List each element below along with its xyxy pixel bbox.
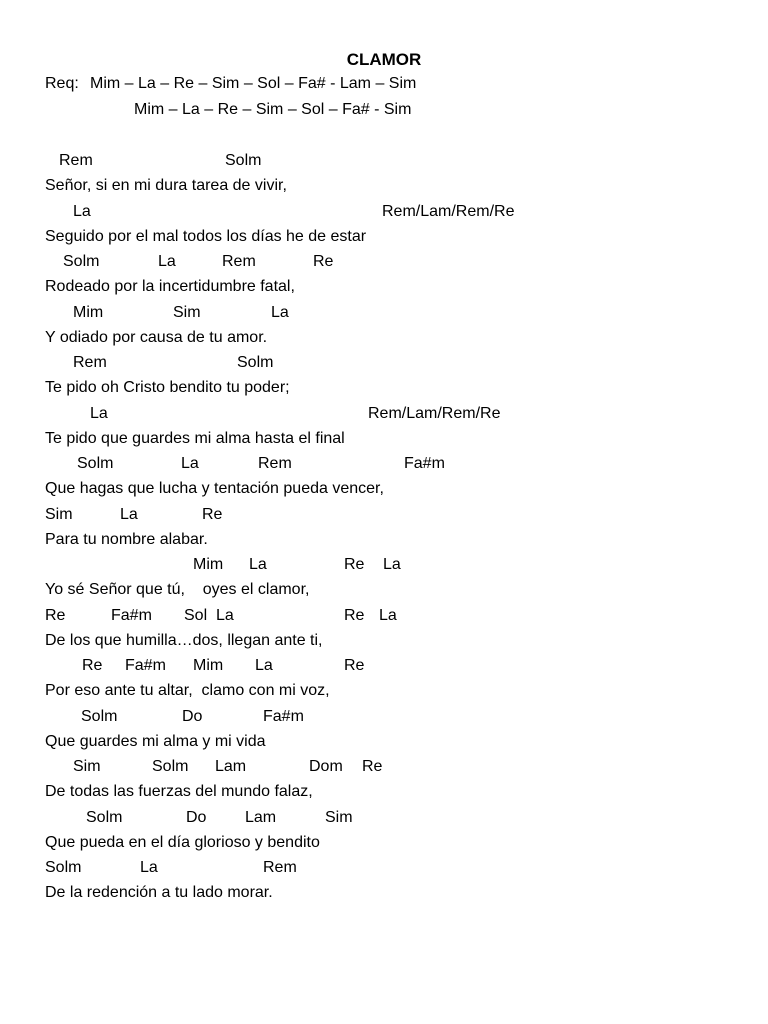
chord: La xyxy=(90,404,108,422)
chord: La xyxy=(271,303,289,321)
chord: Solm xyxy=(45,859,82,876)
chord: Solm xyxy=(77,455,114,472)
chord: Re xyxy=(344,556,365,573)
chord: La xyxy=(120,505,138,523)
chord: Re xyxy=(82,657,103,674)
chord: Sim xyxy=(45,505,73,523)
chord: Fa#m xyxy=(111,606,152,624)
chord: Re xyxy=(344,657,365,674)
chord: Re xyxy=(202,505,223,523)
chord: La xyxy=(379,606,397,624)
chord: Sim xyxy=(325,808,353,826)
lyric-line: Que hagas que lucha y tentación pueda vencer, xyxy=(45,480,384,497)
chord: Rem xyxy=(222,253,256,270)
chord: Mim xyxy=(73,303,104,321)
song-title: CLAMOR xyxy=(346,50,422,69)
chord: Rem xyxy=(258,455,292,472)
chord: Solm xyxy=(63,253,100,270)
chord: Solm xyxy=(86,808,123,826)
chord: Rem/Lam/Rem/Re xyxy=(368,404,501,422)
chord: La xyxy=(140,859,158,876)
chord: Fa#m xyxy=(404,455,445,472)
chord: La xyxy=(158,253,176,270)
chord: Solm xyxy=(152,758,189,775)
chord: La xyxy=(249,556,267,573)
lyric-line: Y odiado por causa de tu amor. xyxy=(45,328,268,346)
lyric-line: Yo sé Señor que tú, oyes el clamor, xyxy=(45,581,310,598)
chord: Re xyxy=(344,606,365,624)
chord: Solm xyxy=(237,354,274,371)
lyric-line: Por eso ante tu altar, clamo con mi voz, xyxy=(45,682,330,699)
lyric-line: Te pido que guardes mi alma hasta el final xyxy=(45,429,345,447)
chord: Re xyxy=(313,253,334,270)
lyric-line: De la redención a tu lado morar. xyxy=(45,884,273,901)
chord: Solm xyxy=(225,152,262,169)
chord: La xyxy=(216,606,234,624)
req-progression-1: Mim – La – Re – Sim – Sol – Fa# - Lam – Sim xyxy=(90,75,417,92)
chord: Re xyxy=(362,758,383,775)
chord: Sim xyxy=(173,303,201,321)
chord: Lam xyxy=(215,758,247,775)
chord: Rem xyxy=(59,152,93,169)
chord: Mim xyxy=(193,556,224,573)
chord: Solm xyxy=(81,707,118,725)
lyric-line: Que guardes mi alma y mi vida xyxy=(45,732,266,750)
chord: La xyxy=(383,556,401,573)
chord: Dom xyxy=(309,758,343,775)
chord: Fa#m xyxy=(263,707,304,725)
chord: Re xyxy=(45,606,66,624)
chord: Do xyxy=(186,808,207,826)
lyric-line: De los que humilla…dos, llegan ante ti, xyxy=(45,631,323,649)
req-progression-2: Mim – La – Re – Sim – Sol – Fa# - Sim xyxy=(134,101,412,118)
chord: Fa#m xyxy=(125,657,166,674)
chord: Lam xyxy=(245,808,277,826)
chord: Sol xyxy=(184,606,208,624)
chord: Sim xyxy=(73,758,101,775)
chord: La xyxy=(73,202,91,220)
lyric-line: Que pueda en el día glorioso y bendito xyxy=(45,833,320,851)
lyric-line: Te pido oh Cristo bendito tu poder; xyxy=(45,379,290,396)
chord: La xyxy=(255,657,273,674)
lyric-line: De todas las fuerzas del mundo falaz, xyxy=(45,783,313,800)
chord: La xyxy=(181,455,199,472)
chord: Rem xyxy=(263,859,297,876)
lyric-line: Para tu nombre alabar. xyxy=(45,530,208,548)
req-label: Req: xyxy=(45,75,79,92)
chord: Do xyxy=(182,707,203,725)
chord: Rem/Lam/Rem/Re xyxy=(382,202,515,220)
chord: Rem xyxy=(73,354,107,371)
lyric-line: Seguido por el mal todos los días he de estar xyxy=(45,227,367,245)
lyric-line: Señor, si en mi dura tarea de vivir, xyxy=(45,177,287,194)
chord: Mim xyxy=(193,657,224,674)
lyric-line: Rodeado por la incertidumbre fatal, xyxy=(45,278,295,295)
